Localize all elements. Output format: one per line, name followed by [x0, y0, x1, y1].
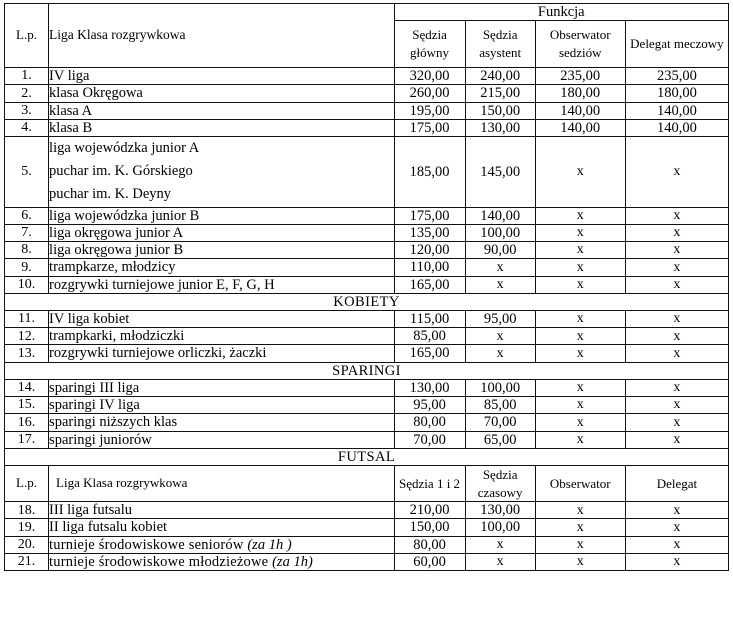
table-row	[5, 85, 729, 102]
row-value: 100,00	[465, 224, 535, 241]
row-value: 130,00	[465, 119, 535, 136]
row-value: 150,00	[465, 102, 535, 119]
row-value: x	[465, 345, 535, 362]
row-value: 95,00	[465, 311, 535, 328]
row-liga: klasa A	[49, 102, 394, 119]
row-value: x	[535, 242, 625, 259]
row-lp: 5.	[5, 137, 49, 208]
row-value: 115,00	[394, 311, 465, 328]
row-value: 140,00	[535, 119, 625, 136]
header-liga	[49, 4, 394, 68]
row-value: x	[465, 259, 535, 276]
futsal-header-lp: L.p.	[5, 466, 49, 502]
row-liga: klasa Okręgowa	[49, 85, 394, 102]
row-lp: 2.	[5, 85, 49, 102]
futsal-header-col-sedzia-1i2	[394, 466, 465, 502]
row-lp: 4.	[5, 119, 49, 136]
row-liga-note: (za 1h )	[247, 536, 292, 553]
section-row-futsal	[5, 448, 729, 465]
rates-table	[4, 3, 729, 571]
row-value: x	[625, 414, 728, 431]
row-liga-line1: liga wojewódzka junior A	[49, 140, 200, 157]
table-row	[5, 311, 729, 328]
row-value: 80,00	[394, 414, 465, 431]
table-header-row-1	[5, 4, 729, 21]
futsal-header-col-sedzia-czasowy	[465, 466, 535, 502]
row-lp: 7.	[5, 224, 49, 241]
row-value: x	[625, 379, 728, 396]
row-value: x	[535, 137, 625, 208]
row-liga	[49, 137, 394, 208]
row-value: x	[625, 207, 728, 224]
row-value: 60,00	[394, 553, 465, 570]
row-value: 70,00	[465, 414, 535, 431]
row-value: 165,00	[394, 276, 465, 293]
table-row	[5, 137, 729, 208]
row-lp: 14.	[5, 379, 49, 396]
futsal-header-liga-line1: Liga	[56, 474, 80, 490]
row-lp: 8.	[5, 242, 49, 259]
row-liga: trampkarze, młodzicy	[49, 259, 394, 276]
row-value: x	[535, 345, 625, 362]
row-value: 85,00	[394, 328, 465, 345]
row-value: 65,00	[465, 431, 535, 448]
row-value: 130,00	[465, 502, 535, 519]
header-col-sedzia-asystent	[465, 21, 535, 68]
header-col-1-line1: Sędzia	[482, 27, 518, 43]
header-col-1-line2: asystent	[479, 45, 522, 61]
header-funkcja: Funkcja	[394, 4, 729, 21]
row-value: 140,00	[625, 102, 728, 119]
row-value: x	[465, 553, 535, 570]
row-value: 90,00	[465, 242, 535, 259]
row-lp: 20.	[5, 536, 49, 553]
row-liga: rozgrywki turniejowe junior E, F, G, H	[49, 276, 394, 293]
row-value: 70,00	[394, 431, 465, 448]
row-liga-line3: puchar im. K. Deyny	[49, 186, 172, 203]
row-value: x	[625, 276, 728, 293]
header-col-delegat	[625, 21, 728, 68]
table-row	[5, 379, 729, 396]
row-value: x	[625, 137, 728, 208]
row-value: 320,00	[394, 68, 465, 85]
table-row	[5, 519, 729, 536]
row-lp: 18.	[5, 502, 49, 519]
row-value: 140,00	[625, 119, 728, 136]
row-value: x	[625, 224, 728, 241]
header-col-0-line1: Sędzia	[412, 27, 447, 43]
table-row	[5, 68, 729, 85]
row-lp: 10.	[5, 276, 49, 293]
futsal-col-1-line2: czasowy	[477, 484, 523, 500]
row-value: x	[625, 502, 728, 519]
row-liga: sparingi IV liga	[49, 397, 394, 414]
row-value: 180,00	[625, 85, 728, 102]
table-row	[5, 242, 729, 259]
row-lp: 1.	[5, 68, 49, 85]
row-liga: sparingi juniorów	[49, 431, 394, 448]
row-value: x	[625, 431, 728, 448]
row-lp: 17.	[5, 431, 49, 448]
row-lp: 9.	[5, 259, 49, 276]
row-value: 165,00	[394, 345, 465, 362]
row-value: x	[625, 328, 728, 345]
row-liga-main: turnieje środowiskowe młodzieżowe	[49, 553, 273, 570]
row-value: 195,00	[394, 102, 465, 119]
row-value: x	[535, 519, 625, 536]
row-liga: sparingi niższych klas	[49, 414, 394, 431]
table-row	[5, 431, 729, 448]
row-liga-line2: puchar im. K. Górskiego	[49, 163, 193, 180]
table-row	[5, 259, 729, 276]
section-title: KOBIETY	[5, 293, 729, 310]
row-value: x	[625, 519, 728, 536]
row-value: x	[625, 311, 728, 328]
row-value: x	[535, 224, 625, 241]
table-row	[5, 224, 729, 241]
section-row-kobiety	[5, 293, 729, 310]
row-value: 210,00	[394, 502, 465, 519]
row-value: x	[625, 242, 728, 259]
row-value: 175,00	[394, 119, 465, 136]
row-liga: klasa B	[49, 119, 394, 136]
futsal-header-liga	[49, 466, 394, 502]
row-value: 95,00	[394, 397, 465, 414]
row-value: 135,00	[394, 224, 465, 241]
row-value: 145,00	[465, 137, 535, 208]
row-lp: 16.	[5, 414, 49, 431]
table-row	[5, 207, 729, 224]
row-value: x	[535, 431, 625, 448]
row-liga: II liga futsalu kobiet	[49, 519, 394, 536]
row-value: x	[625, 259, 728, 276]
row-value: x	[625, 345, 728, 362]
futsal-header-col-delegat: Delegat	[625, 466, 728, 502]
header-col-3-line2: meczowy	[673, 36, 724, 52]
row-value: x	[465, 536, 535, 553]
section-title: FUTSAL	[5, 448, 729, 465]
header-col-0-line2: główny	[410, 45, 450, 61]
futsal-header-col-obserwator: Obserwator	[535, 466, 625, 502]
header-liga-line2: Klasa rozgrywkowa	[77, 27, 186, 43]
row-value: x	[535, 553, 625, 570]
row-value: 130,00	[394, 379, 465, 396]
row-value: 100,00	[465, 519, 535, 536]
row-value: x	[465, 328, 535, 345]
row-value: x	[535, 379, 625, 396]
header-lp: L.p.	[5, 4, 49, 68]
table-row	[5, 276, 729, 293]
futsal-col-0-line1: Sędzia	[399, 475, 434, 491]
row-liga	[49, 536, 394, 553]
row-liga: rozgrywki turniejowe orliczki, żaczki	[49, 345, 394, 362]
row-value: x	[535, 259, 625, 276]
row-lp: 15.	[5, 397, 49, 414]
table-row	[5, 119, 729, 136]
row-value: x	[535, 328, 625, 345]
header-liga-line1: Liga	[49, 27, 74, 43]
row-liga: liga okręgowa junior B	[49, 242, 394, 259]
row-liga	[49, 553, 394, 570]
row-value: x	[535, 414, 625, 431]
row-liga: III liga futsalu	[49, 502, 394, 519]
row-lp: 6.	[5, 207, 49, 224]
header-col-3-line1: Delegat	[630, 36, 671, 52]
row-value: 100,00	[465, 379, 535, 396]
row-lp: 19.	[5, 519, 49, 536]
row-liga: IV liga kobiet	[49, 311, 394, 328]
table-row	[5, 414, 729, 431]
row-value: x	[535, 397, 625, 414]
section-title: SPARINGI	[5, 362, 729, 379]
table-row	[5, 345, 729, 362]
table-row	[5, 397, 729, 414]
header-col-obserwator	[535, 21, 625, 68]
row-value: 260,00	[394, 85, 465, 102]
row-lp: 12.	[5, 328, 49, 345]
futsal-col-0-line2: 1 i 2	[436, 475, 461, 491]
table-row	[5, 102, 729, 119]
row-value: x	[625, 553, 728, 570]
header-col-2-line1: Obserwator	[549, 27, 611, 43]
row-value: x	[535, 311, 625, 328]
row-value: 120,00	[394, 242, 465, 259]
row-value: 180,00	[535, 85, 625, 102]
row-value: x	[535, 536, 625, 553]
header-col-2-line2: sedziów	[558, 45, 602, 61]
row-value: x	[625, 397, 728, 414]
row-value: 110,00	[394, 259, 465, 276]
row-value: 140,00	[535, 102, 625, 119]
row-value: 235,00	[535, 68, 625, 85]
row-value: 235,00	[625, 68, 728, 85]
row-liga: IV liga	[49, 68, 394, 85]
row-lp: 11.	[5, 311, 49, 328]
row-value: x	[535, 276, 625, 293]
row-liga-main: turnieje środowiskowe seniorów	[49, 536, 248, 553]
futsal-header-liga-line2: Klasa rozgrywkowa	[83, 474, 188, 490]
row-lp: 21.	[5, 553, 49, 570]
row-value: 140,00	[465, 207, 535, 224]
row-liga: liga okręgowa junior A	[49, 224, 394, 241]
row-lp: 3.	[5, 102, 49, 119]
table-row	[5, 328, 729, 345]
row-liga-note: (za 1h)	[272, 553, 313, 570]
futsal-header-row	[5, 466, 729, 502]
row-value: x	[535, 207, 625, 224]
row-value: 215,00	[465, 85, 535, 102]
row-value: x	[625, 536, 728, 553]
row-value: 150,00	[394, 519, 465, 536]
row-value: 240,00	[465, 68, 535, 85]
futsal-col-1-line1: Sędzia	[482, 467, 518, 483]
row-liga: trampkarki, młodziczki	[49, 328, 394, 345]
row-liga: sparingi III liga	[49, 379, 394, 396]
header-col-sedzia-glowny	[394, 21, 465, 68]
row-value: 185,00	[394, 137, 465, 208]
row-lp: 13.	[5, 345, 49, 362]
row-value: 85,00	[465, 397, 535, 414]
row-liga: liga wojewódzka junior B	[49, 207, 394, 224]
table-row	[5, 553, 729, 570]
row-value: 80,00	[394, 536, 465, 553]
section-row-sparingi	[5, 362, 729, 379]
table-row	[5, 536, 729, 553]
row-value: x	[465, 276, 535, 293]
row-value: 175,00	[394, 207, 465, 224]
row-value: x	[535, 502, 625, 519]
table-row	[5, 502, 729, 519]
